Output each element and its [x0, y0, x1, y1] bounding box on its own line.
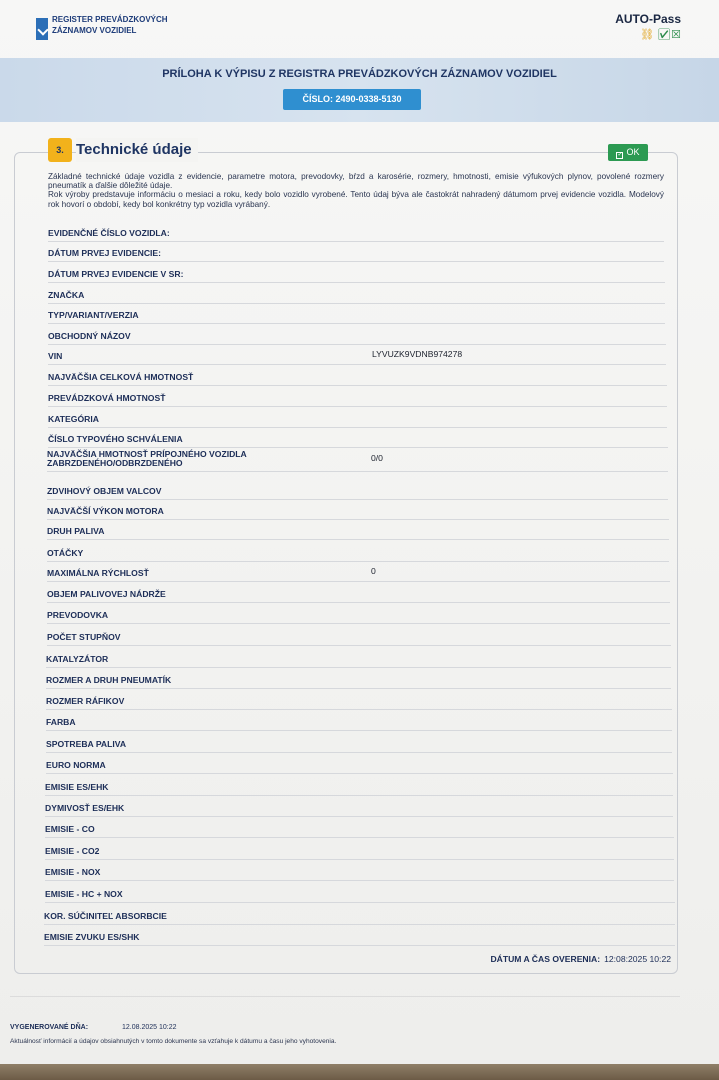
row-label: KATALYZÁTOR — [46, 654, 109, 664]
car-key-icon: ⛓ — [640, 29, 655, 41]
data-row — [47, 542, 669, 562]
data-row — [48, 304, 665, 324]
data-row — [46, 711, 672, 731]
row-label: EVIDENČNÉ ČÍSLO VOZIDLA: — [48, 228, 170, 238]
data-row — [48, 325, 666, 345]
row-label: ZDVIHOVÝ OBJEM VALCOV — [47, 486, 162, 496]
row-value: 0 — [371, 566, 376, 576]
row-label: ČÍSLO TYPOVÉHO SCHVÁLENIA — [48, 434, 183, 444]
row-label: PREVÁDZKOVÁ HMOTNOSŤ — [48, 393, 166, 403]
row-label: ROZMER A DRUH PNEUMATÍK — [46, 675, 172, 685]
data-row — [48, 408, 667, 428]
data-row — [46, 754, 673, 774]
banner-title: PRÍLOHA K VÝPISU Z REGISTRA PREVÁDZKOVÝCH ZÁZNAMOV VOZIDIEL — [162, 68, 557, 80]
section-number: 3. — [48, 138, 72, 162]
row-label: DYMIVOSŤ ES/EHK — [45, 803, 125, 813]
status-text: OK — [626, 147, 640, 157]
data-row — [48, 345, 666, 365]
row-label: OTÁČKY — [47, 548, 84, 558]
row-label: SPOTREBA PALIVA — [46, 739, 127, 749]
data-row — [48, 242, 664, 262]
checkbox-icon: ☑☒ — [657, 29, 681, 41]
row-label: DRUH PALIVA — [47, 526, 105, 536]
data-row — [44, 905, 675, 925]
row-label: PREVODOVKA — [47, 610, 109, 620]
row-value: 0/0 — [371, 453, 383, 463]
data-row — [47, 626, 671, 646]
row-label: POČET STUPŇOV — [47, 632, 121, 642]
data-row — [46, 669, 671, 689]
row-label: NAJVÄČŠÍ VÝKON MOTORA — [47, 506, 164, 516]
data-row — [47, 480, 668, 500]
row-label: EMISIE ZVUKU ES/SHK — [44, 932, 140, 942]
data-row — [48, 263, 665, 283]
data-row — [47, 562, 670, 582]
data-row — [44, 926, 675, 946]
data-row — [47, 446, 668, 472]
row-label: EURO NORMA — [46, 760, 106, 770]
autopass-brand: AUTO-Pass — [615, 12, 681, 26]
row-label: DÁTUM PRVEJ EVIDENCIE V SR: — [48, 269, 184, 279]
row-label: EMISIE ES/EHK — [45, 782, 109, 792]
section-title: Technické údaje — [76, 138, 198, 162]
row-label: MAXIMÁLNA RÝCHLOSŤ — [47, 568, 149, 578]
row-label: NAJVÄČŠIA CELKOVÁ HMOTNOSŤ — [48, 372, 194, 382]
row-label: KATEGÓRIA — [48, 414, 99, 424]
data-row — [46, 690, 672, 710]
description-paragraph-1: Základné technické údaje vozidla z evidencie, parametre motora, prevodovky, bŕzd a karosérie, rozmery, hmotnosti, emisie výfukových plynov, povolené rozmery pneumatík a ďalšie dôležité údaje. — [48, 172, 664, 191]
row-label: OBJEM PALIVOVEJ NÁDRŽE — [47, 589, 166, 599]
document-number-badge: ČÍSLO: 2490-0338-5130 — [283, 89, 421, 110]
verification-value: 12:08:2025 10:22 — [604, 954, 671, 964]
logo-line-2: ZÁZNAMOV VOZIDIEL — [52, 26, 137, 35]
generated-value: 12.08.2025 10:22 — [122, 1024, 177, 1031]
data-row — [48, 366, 667, 386]
row-label: OBCHODNÝ NÁZOV — [48, 331, 131, 341]
logo-line-1: REGISTER PREVÁDZKOVÝCH — [52, 15, 168, 24]
row-label: ZNAČKA — [48, 290, 85, 300]
row-label: EMISIE - NOX — [45, 867, 101, 877]
generated-label: VYGENEROVANÉ DŇA: — [10, 1024, 89, 1031]
data-row — [45, 818, 674, 838]
footer-note: Aktuálnosť informácií a údajov obsiahnutých v tomto dokumente sa vzťahuje k dátumu a času jeho vyhotovenia. — [10, 1038, 337, 1045]
row-label: KOR. SÚČINITEĽ ABSORBCIE — [44, 911, 167, 921]
data-row — [45, 840, 674, 860]
row-label: DÁTUM PRVEJ EVIDENCIE: — [48, 248, 162, 258]
row-label: EMISIE - HC + NOX — [45, 889, 123, 899]
data-row — [48, 387, 667, 407]
row-label: TYP/VARIANT/VERZIA — [48, 310, 139, 320]
data-row — [45, 797, 673, 817]
data-row — [46, 733, 672, 753]
description-paragraph-2: Rok výroby predstavuje informáciu o mesiaci a roku, kedy bolo vozidlo vyrobené. Tento údaj býva ale častokrát nahradený dátumom prvej evidencie vozidla. Modelový rok hovorí o období, kedy bol konkrétny typ vozidla vyrábaný. — [48, 190, 664, 209]
row-value: LYVUZK9VDNB974278 — [372, 349, 463, 359]
data-row — [48, 284, 665, 304]
row-label: EMISIE - CO2 — [45, 846, 100, 856]
footer-divider — [10, 996, 680, 997]
data-row — [45, 861, 674, 881]
data-row — [48, 222, 664, 242]
verification-datetime — [490, 954, 671, 964]
data-row — [47, 520, 669, 540]
data-row — [47, 604, 670, 624]
row-label: FARBA — [46, 717, 76, 727]
row-label: ROZMER RÁFIKOV — [46, 696, 125, 706]
check-icon: ✓ — [617, 152, 623, 158]
row-label: VIN — [48, 351, 63, 361]
verification-label: DÁTUM A ČAS OVERENIA: — [490, 954, 601, 964]
row-label: NAJVÄČŠIA HMOTNOSŤ PRÍPOJNÉHO VOZIDLA ZABRZDENÉHO/ODBRZDENÉHO — [47, 449, 247, 468]
data-row — [46, 648, 671, 668]
data-row — [45, 776, 673, 796]
data-row — [47, 583, 670, 603]
generated-info — [10, 1024, 177, 1031]
row-label: EMISIE - CO — [45, 824, 95, 834]
data-row — [48, 428, 668, 448]
data-row — [45, 883, 675, 903]
data-row — [47, 500, 669, 520]
